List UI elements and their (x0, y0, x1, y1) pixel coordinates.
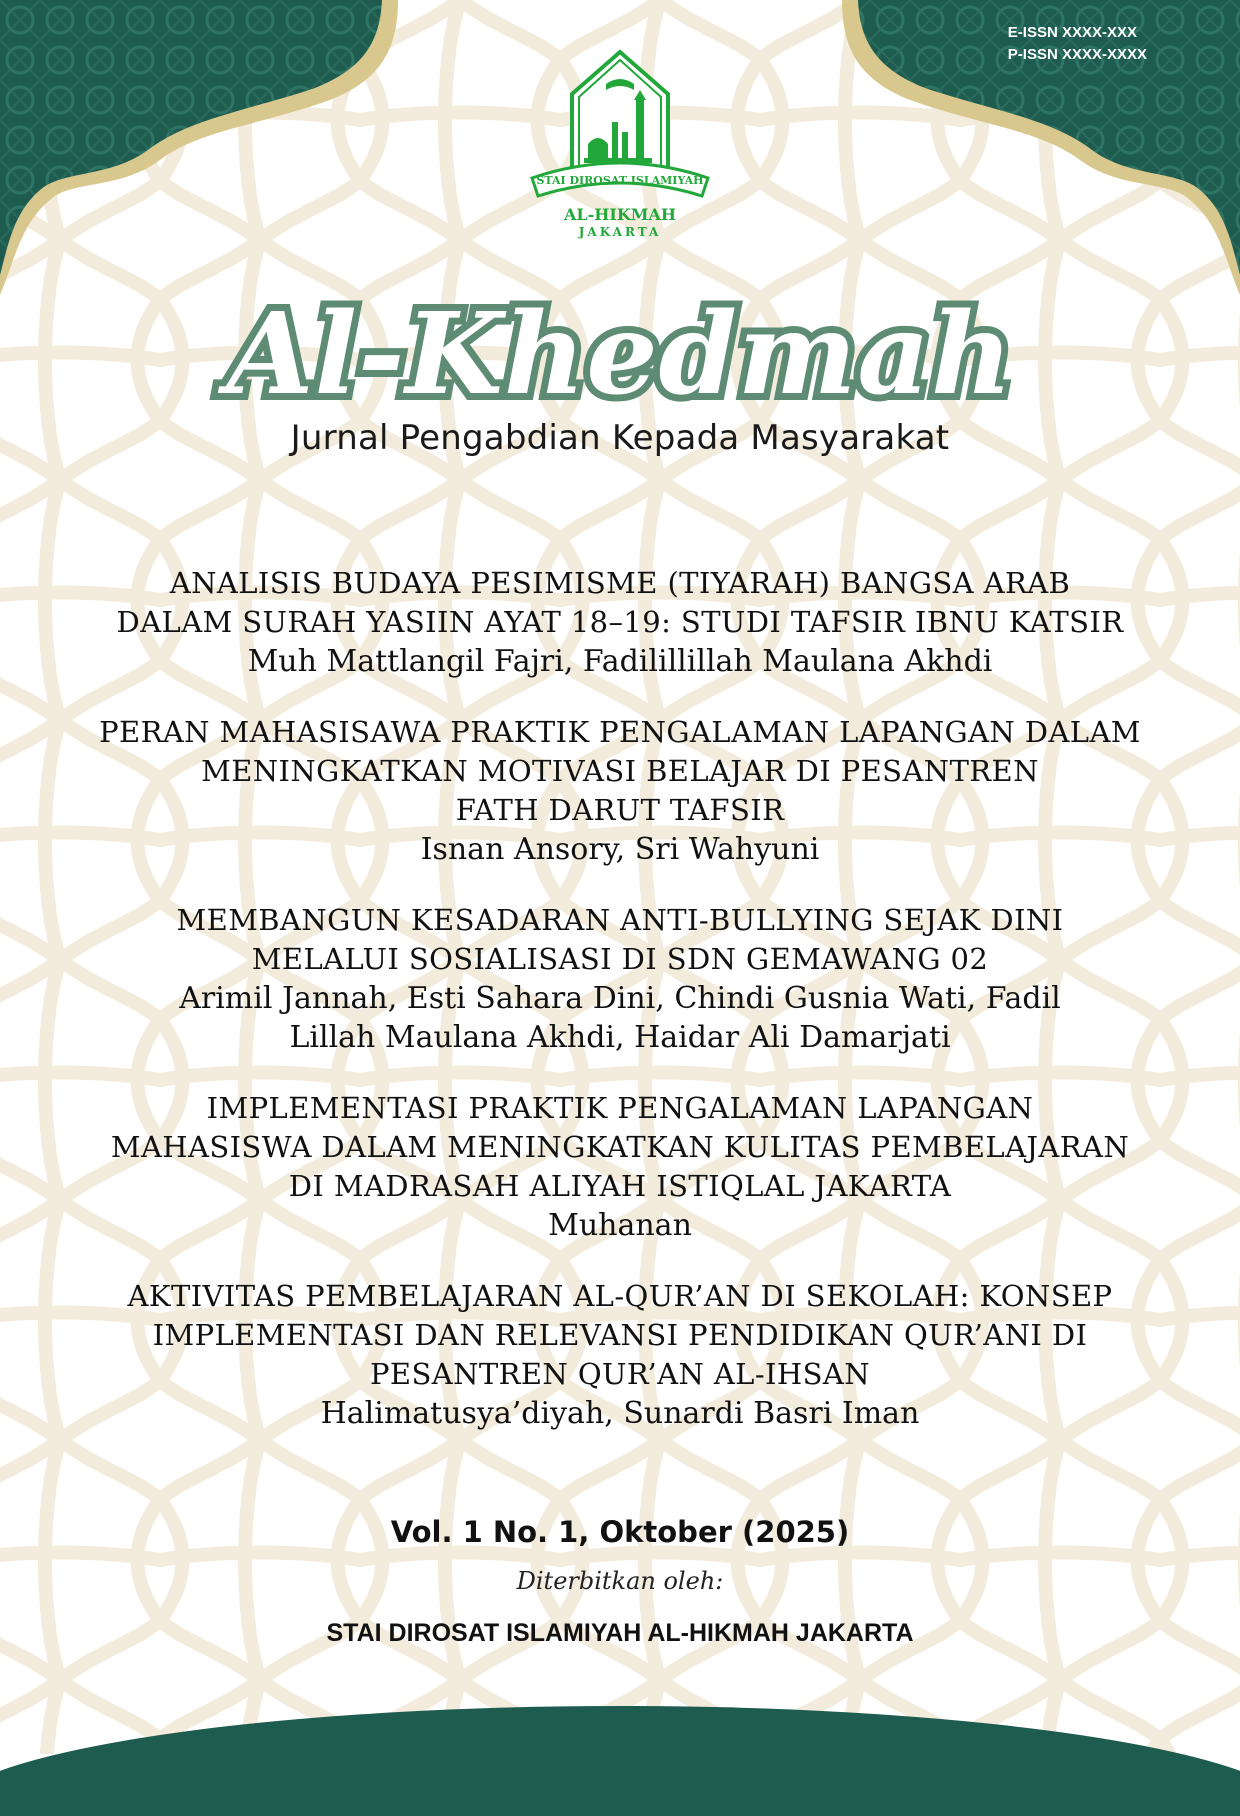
article-entry (80, 901, 1160, 1057)
article-entry (80, 1277, 1160, 1433)
article-authors: Isnan Ansory, Sri Wahyuni (420, 832, 820, 867)
publisher-label: Diterbitkan oleh: (516, 1567, 724, 1595)
article-list (80, 564, 1160, 1465)
top-left-ornament (0, 0, 410, 300)
p-issn: P-ISSN XXXX-XXXX (1007, 46, 1147, 63)
publisher-name: STAI DIROSAT ISLAMIYAH AL-HIKMAH JAKARTA (326, 1619, 914, 1647)
article-entry (80, 1089, 1160, 1245)
journal-subtitle: Jurnal Pengabdian Kepada Masyarakat (290, 418, 950, 458)
logo-city: JAKARTA (578, 225, 662, 239)
article-title: IMPLEMENTASI PRAKTIK PENGALAMAN LAPANGAN MAHASISWA DALAM MENINGKATKAN KULITAS PEMBELAJARAN DI MADRASAH ALIYAH ISTIQLAL JAKARTA (110, 1091, 1130, 1203)
article-authors: Arimil Jannah, Esti Sahara Dini, Chindi Gusnia Wati, Fadil Lillah Maulana Akhdi, Haidar Ali Damarjati (179, 981, 1061, 1055)
article-title: PERAN MAHASISAWA PRAKTIK PENGALAMAN LAPANGAN DALAM MENINGKATKAN MOTIVASI BELAJAR DI PESANTREN FATH DARUT TAFSIR (99, 715, 1141, 827)
masthead (0, 290, 1240, 458)
footer (0, 1514, 1240, 1648)
article-title: AKTIVITAS PEMBELAJARAN AL-QUR’AN DI SEKOLAH: KONSEP IMPLEMENTASI DAN RELEVANSI PENDIDIKAN QUR’ANI DI PESANTREN QUR’AN AL-IHSAN (127, 1279, 1113, 1391)
article-authors: Muhanan (548, 1208, 692, 1243)
e-issn: E-ISSN XXXX-XXX (1007, 24, 1137, 41)
mosque-emblem-icon (524, 48, 716, 248)
article-entry (80, 564, 1160, 681)
article-authors: Halimatusya’diyah, Sunardi Basri Iman (320, 1396, 920, 1431)
article-entry (80, 713, 1160, 869)
volume-issue: Vol. 1 No. 1, Oktober (2025) (390, 1515, 850, 1549)
institution-logo (524, 48, 716, 248)
logo-ribbon-text: STAI DIROSAT ISLAMIYAH (536, 174, 704, 187)
article-title: ANALISIS BUDAYA PESIMISME (TIYARAH) BANGSA ARAB DALAM SURAH YASIIN AYAT 18–19: STUDI TAFSIR IBNU KATSIR (116, 566, 1124, 639)
issn-block (1008, 22, 1147, 66)
logo-name: AL-HIKMAH (563, 205, 677, 224)
article-authors: Muh Mattlangil Fajri, Fadilillillah Maulana Akhdi (247, 644, 993, 679)
journal-title: Al-Khedmah (226, 289, 1014, 420)
article-title: MEMBANGUN KESADARAN ANTI-BULLYING SEJAK DINI MELALUI SOSIALISASI DI SDN GEMAWANG 02 (176, 903, 1064, 976)
